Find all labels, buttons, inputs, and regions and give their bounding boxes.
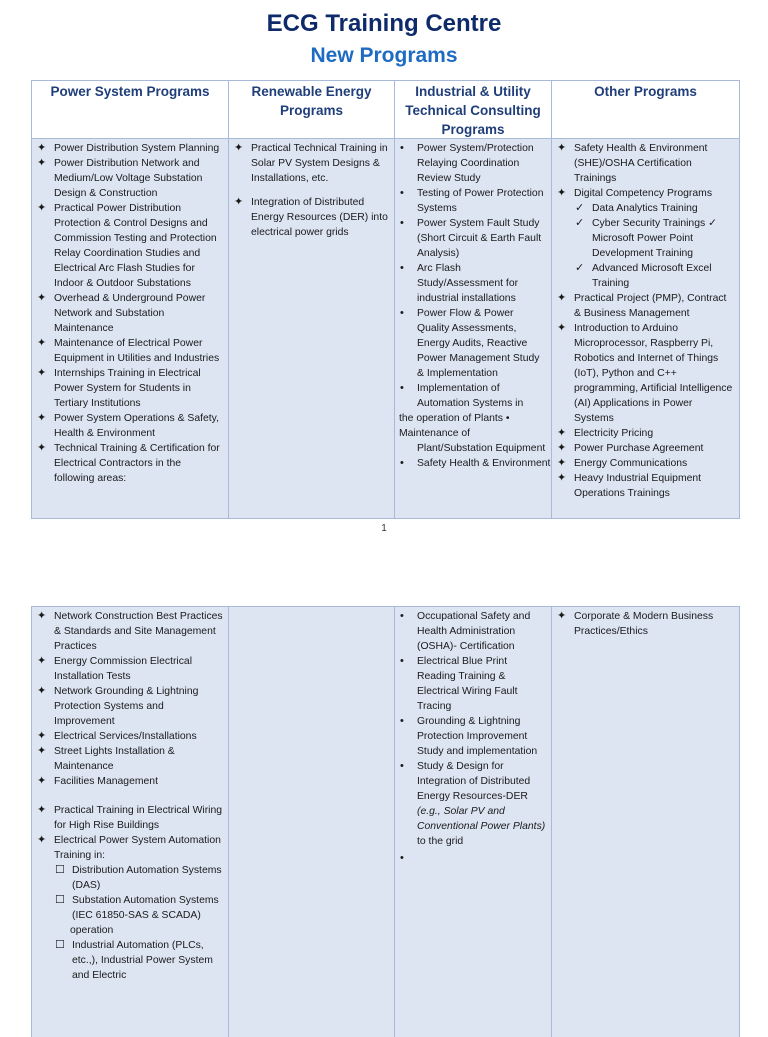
list-item: ✦ Heavy Industrial Equipment Operations Trainings xyxy=(557,472,702,499)
list-item: ✦ Overhead & Underground Power Network and Substation Maintenance xyxy=(37,292,206,334)
list-item: ✦ Internships Training in Electrical Power System for Students in Tertiary Institutions xyxy=(37,367,201,409)
bullet-icon: ✦ xyxy=(557,142,567,154)
bullet-icon: • xyxy=(400,142,404,154)
header-industrial: Industrial & Utility Technical Consulting Programs xyxy=(394,81,551,138)
list-item: ✦ Electricity Pricing xyxy=(557,427,654,439)
renewable-list xyxy=(229,139,394,240)
list-item: • Power Flow & Power Quality Assessments, Energy Audits, Reactive Power Management Study & Implementation xyxy=(400,307,540,379)
empty-list-item xyxy=(395,851,547,866)
sub-list-item: ✓ Advanced Microsoft Excel Training xyxy=(575,262,712,289)
list-item: ✦ Practical Technical Training in Solar PV System Designs & Installations, etc. xyxy=(234,142,388,184)
operation-text: operation xyxy=(70,925,114,936)
column-renewable xyxy=(228,139,394,518)
document-subtitle: New Programs xyxy=(310,44,458,67)
industrial-list xyxy=(395,139,551,411)
bullet-icon: • xyxy=(400,760,404,772)
bullet-icon: • xyxy=(400,262,404,274)
bullet-icon: • xyxy=(400,382,404,394)
list-item: ✦ Power Distribution Network and Medium/Low Voltage Substation Design & Construction xyxy=(37,157,203,199)
column-power-system xyxy=(32,139,228,518)
other-list xyxy=(552,607,739,639)
header-renewable: Renewable Energy Programs xyxy=(228,81,394,138)
table-header-row xyxy=(32,81,739,139)
bullet-icon: • xyxy=(400,217,404,229)
list-item: ✦ Maintenance of Electrical Power Equipment in Utilities and Industries xyxy=(37,337,220,364)
sub-list-item: ✓ Data Analytics Training xyxy=(575,202,698,214)
wrapped-text-3: Plant/Substation Equipment xyxy=(417,443,546,454)
programs-table-page1 xyxy=(31,80,740,519)
bullet-icon: ✦ xyxy=(37,610,47,622)
sub-list-item: ✓ Cyber Security Trainings ✓ Microsoft Power Point Development Training xyxy=(575,217,717,259)
bullet-icon: ✦ xyxy=(37,337,47,349)
bullet-icon: ✦ xyxy=(234,142,244,154)
bullet-icon: ✦ xyxy=(234,196,244,208)
list-item: • Safety Health & Environment xyxy=(400,457,551,469)
list-item: ✦ Safety Health & Environment (SHE)/OSHA Certification Trainings xyxy=(557,142,708,184)
list-item: ✦ Street Lights Installation & Maintenance xyxy=(37,745,175,772)
industrial-list xyxy=(395,607,551,866)
bullet-icon: ☐ xyxy=(55,864,65,876)
bullet-icon: ✦ xyxy=(37,142,47,154)
column-other xyxy=(551,607,739,1037)
bullet-icon: ✦ xyxy=(37,442,47,454)
list-item: • Grounding & Lightning Protection Improvement Study and implementation xyxy=(400,715,538,757)
list-item: • Implementation of Automation Systems in xyxy=(400,382,524,409)
wrapped-text: the operation of Plants • xyxy=(399,413,510,424)
bullet-icon: ✦ xyxy=(557,472,567,484)
list-item: ✦ Digital Competency Programs xyxy=(557,187,713,199)
bullet-icon: ✦ xyxy=(37,730,47,742)
bullet-icon: ✦ xyxy=(37,202,47,214)
bullet-icon: ✦ xyxy=(37,412,47,424)
other-list xyxy=(552,139,739,501)
list-item: ✦ Power System Operations & Safety, Health & Environment xyxy=(37,412,219,439)
bullet-icon: ✦ xyxy=(37,292,47,304)
table-body xyxy=(32,607,739,1037)
list-item: ✦ Corporate & Modern Business Practices/Ethics xyxy=(557,610,714,637)
sub-list-item: ☐ Industrial Automation (PLCs, etc.,), Industrial Power System and Electric xyxy=(55,939,213,981)
list-item: • Power System/Protection Relaying Coordination Review Study xyxy=(400,142,534,184)
bullet-icon: • xyxy=(400,852,404,864)
bullet-icon: • xyxy=(400,655,404,667)
list-item: ✦ Energy Communications xyxy=(557,457,688,469)
bullet-icon: ✦ xyxy=(37,834,47,846)
sub-list-item: ☐ Substation Automation Systems (IEC 61850-SAS & SCADA) xyxy=(55,894,219,921)
list-item: • Study & Design for Integration of Distributed Energy Resources-DER (e.g., Solar PV and Conventional Power Plants) to the grid xyxy=(400,760,546,847)
list-item: • Testing of Power Protection Systems xyxy=(400,187,544,214)
bullet-icon: ✦ xyxy=(37,745,47,757)
list-item: ✦ Introduction to Arduino Microprocessor, Raspberry Pi, Robotics and Internet of Things (IoT), Python and C++ programming, Artificial Intelligence (AI) Applications in Power Systems xyxy=(557,322,733,424)
list-item: ✦ Power Distribution System Planning xyxy=(37,142,220,154)
bullet-icon: ✓ xyxy=(575,217,585,229)
bullet-icon: ✦ xyxy=(37,655,47,667)
bullet-icon: ✦ xyxy=(557,322,567,334)
column-other xyxy=(551,139,739,518)
column-industrial xyxy=(394,139,551,518)
bullet-icon: ✦ xyxy=(557,292,567,304)
bullet-icon: • xyxy=(400,715,404,727)
bullet-icon: ✦ xyxy=(37,157,47,169)
bullet-icon: • xyxy=(400,187,404,199)
page-number: 1 xyxy=(381,523,387,534)
bullet-icon: ✦ xyxy=(557,610,567,622)
bullet-icon: ✓ xyxy=(575,262,585,274)
list-item: ✦ Energy Commission Electrical Installation Tests xyxy=(37,655,193,682)
list-item: ✦ Practical Power Distribution Protection & Control Designs and Commission Testing and Protection Relay Coordination Studies and Electrical Arc Flash Studies for Indoor & Outdoor Substations xyxy=(37,202,217,289)
bullet-icon: ☐ xyxy=(55,894,65,906)
wrapped-text-2: Maintenance of xyxy=(399,428,471,439)
list-item: ✦ Electrical Power System Automation Training in: xyxy=(37,834,221,861)
bullet-icon: ✦ xyxy=(557,427,567,439)
bullet-icon: ☐ xyxy=(55,939,65,951)
bullet-icon: ✦ xyxy=(37,685,47,697)
list-item: • Electrical Blue Print Reading Training & Electrical Wiring Fault Tracing xyxy=(400,655,518,712)
header-power-system: Power System Programs xyxy=(50,84,210,99)
bullet-icon: • xyxy=(400,610,404,622)
list-item: ✦ Facilities Management xyxy=(37,775,158,787)
column-renewable xyxy=(228,607,394,1037)
list-item: • Arc Flash Study/Assessment for industrial installations xyxy=(400,262,519,304)
column-power-system xyxy=(32,607,228,1037)
list-item: ✦ Practical Training in Electrical Wiring for High Rise Buildings xyxy=(37,804,223,831)
bullet-icon: ✦ xyxy=(37,775,47,787)
list-item: ✦ Integration of Distributed Energy Resources (DER) into electrical power grids xyxy=(234,196,388,238)
bullet-icon: ✓ xyxy=(575,202,585,214)
bullet-icon: ✦ xyxy=(37,367,47,379)
list-item: ✦ Technical Training & Certification for Electrical Contractors in the following areas: xyxy=(37,442,220,484)
list-item: ✦ Network Grounding & Lightning Protection Systems and Improvement xyxy=(37,685,199,727)
power-system-list xyxy=(32,607,228,983)
table-body xyxy=(32,139,739,518)
header-other: Other Programs xyxy=(551,81,739,138)
list-item: ✦ Network Construction Best Practices & Standards and Site Management Practices xyxy=(37,610,223,652)
list-item: • Power System Fault Study (Short Circuit & Earth Fault Analysis) xyxy=(400,217,542,259)
programs-table-page2 xyxy=(31,606,740,1037)
bullet-icon: ✦ xyxy=(557,187,567,199)
bullet-icon: ✦ xyxy=(557,442,567,454)
bullet-icon: ✦ xyxy=(37,804,47,816)
list-item: ✦ Power Purchase Agreement xyxy=(557,442,704,454)
bullet-icon: ✦ xyxy=(557,457,567,469)
bullet-icon: • xyxy=(400,307,404,319)
list-item: • Occupational Safety and Health Administration (OSHA)- Certification xyxy=(400,610,531,652)
list-item: ✦ Electrical Services/Installations xyxy=(37,730,197,742)
column-industrial xyxy=(394,607,551,1037)
list-item: ✦ Practical Project (PMP), Contract & Business Management xyxy=(557,292,727,319)
document-title: ECG Training Centre xyxy=(266,10,502,37)
sub-list-item: ☐ Distribution Automation Systems (DAS) xyxy=(55,864,222,891)
power-system-list xyxy=(32,139,228,486)
